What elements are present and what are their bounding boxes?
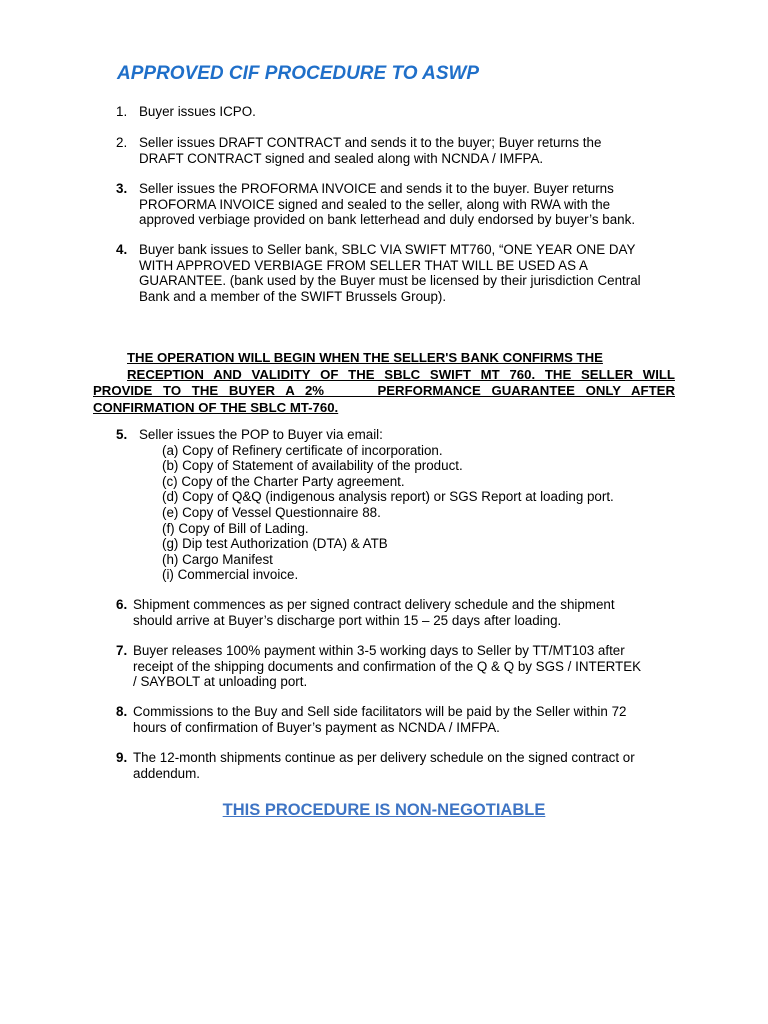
step-text: Shipment commences as per signed contract delivery schedule and the shipment bbox=[133, 597, 615, 612]
pop-document-item: (g) Dip test Authorization (DTA) & ATB bbox=[162, 536, 388, 552]
step-number: 8. bbox=[116, 704, 128, 719]
step-8 bbox=[116, 704, 676, 735]
pop-document-item: (c) Copy of the Charter Party agreement. bbox=[162, 473, 405, 489]
step-number: 9. bbox=[116, 750, 128, 765]
step-text: addendum. bbox=[133, 765, 201, 781]
step-number: 5. bbox=[116, 427, 128, 442]
step-text: / SAYBOLT at unloading port. bbox=[133, 674, 308, 690]
step-text: Seller issues DRAFT CONTRACT and sends it to the buyer; Buyer returns the bbox=[139, 135, 602, 150]
document-title: APPROVED CIF PROCEDURE TO ASWP bbox=[117, 63, 480, 84]
step-text: WITH APPROVED VERBIAGE FROM SELLER THAT WILL BE USED AS A bbox=[139, 257, 588, 273]
step-9 bbox=[116, 750, 676, 781]
operation-notice bbox=[93, 350, 675, 416]
step-text: DRAFT CONTRACT signed and sealed along with NCNDA / IMFPA. bbox=[139, 150, 544, 166]
step-text: Bank and a member of the SWIFT Brussels Group). bbox=[139, 288, 447, 304]
step-text: Buyer issues ICPO. bbox=[139, 104, 256, 119]
step-number: 3. bbox=[116, 181, 128, 196]
step-text: PROFORMA INVOICE signed and sealed to the seller, along with RWA with the bbox=[139, 196, 611, 212]
step-text: Seller issues the POP to Buyer via email: bbox=[139, 427, 383, 442]
pop-document-item: (b) Copy of Statement of availability of the product. bbox=[162, 458, 463, 474]
step-number: 2. bbox=[116, 135, 128, 150]
step-4 bbox=[116, 242, 676, 304]
step-2 bbox=[116, 135, 676, 166]
step-3 bbox=[116, 181, 676, 228]
step-6 bbox=[116, 597, 676, 628]
pop-document-item: (f) Copy of Bill of Lading. bbox=[162, 520, 309, 536]
step-5 bbox=[116, 427, 676, 583]
step-text: Commissions to the Buy and Sell side facilitators will be paid by the Seller within 72 bbox=[133, 704, 627, 719]
step-number: 6. bbox=[116, 597, 128, 612]
step-7 bbox=[116, 643, 676, 690]
non-negotiable-footer: THIS PROCEDURE IS NON-NEGOTIABLE bbox=[222, 801, 546, 819]
step-text: Seller issues the PROFORMA INVOICE and sends it to the buyer. Buyer returns bbox=[139, 181, 614, 196]
step-text: The 12-month shipments continue as per delivery schedule on the signed contract or bbox=[133, 750, 635, 765]
step-text: hours of confirmation of Buyer’s payment as NCNDA / IMFPA. bbox=[133, 719, 500, 735]
step-number: 4. bbox=[116, 242, 128, 257]
step-number: 1. bbox=[116, 104, 128, 119]
pop-document-item: (d) Copy of Q&Q (indigenous analysis report) or SGS Report at loading port. bbox=[162, 489, 614, 505]
notice-line: RECEPTION AND VALIDITY OF THE SBLC SWIFT MT 760. THE SELLER WILL bbox=[127, 366, 675, 382]
step-text: receipt of the shipping documents and confirmation of the Q & Q by SGS / INTERTEK bbox=[133, 658, 642, 674]
pop-document-item: (i) Commercial invoice. bbox=[162, 567, 299, 583]
pop-document-item: (a) Copy of Refinery certificate of incorporation. bbox=[162, 442, 443, 458]
pop-document-item: (h) Cargo Manifest bbox=[162, 551, 273, 567]
step-number: 7. bbox=[116, 643, 128, 658]
step-text: Buyer bank issues to Seller bank, SBLC VIA SWIFT MT760, “ONE YEAR ONE DAY bbox=[139, 242, 636, 257]
step-text: GUARANTEE. (bank used by the Buyer must be licensed by their jurisdiction Central bbox=[139, 273, 641, 289]
notice-line: PROVIDE TO THE BUYER A 2% PERFORMANCE GUARANTEE ONLY AFTER bbox=[93, 383, 675, 398]
step-text: Buyer releases 100% payment within 3-5 working days to Seller by TT/MT103 after bbox=[133, 643, 625, 658]
pop-document-item: (e) Copy of Vessel Questionnaire 88. bbox=[162, 504, 381, 520]
notice-line: THE OPERATION WILL BEGIN WHEN THE SELLER'S BANK CONFIRMS THE bbox=[127, 350, 603, 365]
notice-line: CONFIRMATION OF THE SBLC MT-760. bbox=[93, 399, 339, 415]
step-text: approved verbiage provided on bank letterhead and duly endorsed by buyer’s bank. bbox=[139, 212, 636, 228]
step-1 bbox=[116, 104, 676, 120]
step-text: should arrive at Buyer’s discharge port within 15 – 25 days after loading. bbox=[133, 612, 562, 628]
